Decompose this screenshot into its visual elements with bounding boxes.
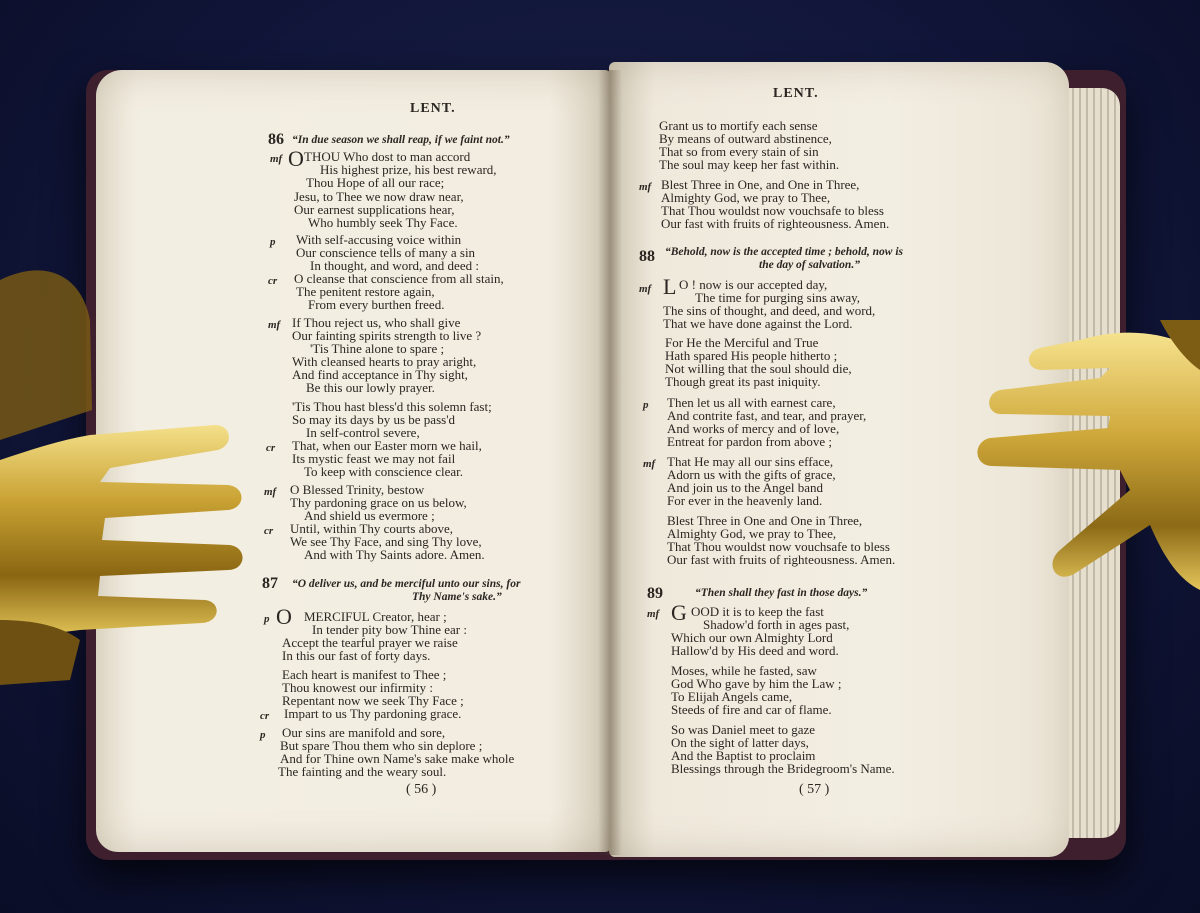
hymn-line: So was Daniel meet to gaze bbox=[671, 722, 816, 737]
hymn-line: And the Baptist to proclaim bbox=[671, 748, 816, 763]
hymn-line: His highest prize, his best reward, bbox=[320, 162, 497, 177]
hymn-line: Almighty God, we pray to Thee, bbox=[667, 526, 837, 541]
hymn-line: Thy pardoning grace on us below, bbox=[290, 495, 467, 510]
hymn-line: Thou Hope of all our race; bbox=[306, 175, 445, 190]
hymn-line: The fainting and the weary soul. bbox=[278, 764, 447, 779]
dynamics-mark: mf bbox=[264, 486, 277, 498]
hymn-line: If Thou reject us, who shall give bbox=[292, 315, 461, 330]
page-number: ( 57 ) bbox=[799, 782, 830, 797]
hymn-line: For He the Merciful and True bbox=[665, 335, 819, 350]
hymn-line: Our fast with fruits of righteousness. Amen. bbox=[667, 552, 896, 567]
hymn-line: Hath spared His people hitherto ; bbox=[665, 348, 838, 363]
hymn-line: That we have done against the Lord. bbox=[663, 316, 853, 331]
hymn-heading: “In due season we shall reap, if we faint not.” bbox=[292, 134, 510, 146]
dynamics-mark: p bbox=[264, 613, 270, 625]
hymn-line: And works of mercy and of love, bbox=[667, 421, 840, 436]
hymn-number: 89 bbox=[647, 585, 663, 602]
hymn-line: God Who gave by him the Law ; bbox=[671, 676, 842, 691]
hymn-line: Blest Three in One and One in Three, bbox=[667, 513, 863, 528]
hymn-line: So may its days by us be pass'd bbox=[292, 412, 456, 427]
dynamics-mark: p bbox=[260, 729, 266, 741]
left-brass-hand bbox=[0, 260, 250, 690]
hymn-line: And contrite fast, and tear, and prayer, bbox=[667, 408, 867, 423]
hymn-line: Adorn us with the gifts of grace, bbox=[667, 467, 836, 482]
hymn-line: Its mystic feast we may not fail bbox=[292, 451, 456, 466]
running-head: LENT. bbox=[410, 101, 456, 116]
hymn-line: In self-control severe, bbox=[306, 425, 420, 440]
hymn-line: That so from every stain of sin bbox=[659, 144, 819, 159]
hymn-heading: “Behold, now is the accepted time ; behold, now is bbox=[665, 246, 903, 258]
hymn-line: In this our fast of forty days. bbox=[282, 648, 431, 663]
hymn-line: OOD it is to keep the fast bbox=[691, 604, 824, 619]
hymn-line: MERCIFUL Creator, hear ; bbox=[304, 609, 447, 624]
hymn-line: The penitent restore again, bbox=[296, 284, 435, 299]
hymn-line: And join us to the Angel band bbox=[667, 480, 823, 495]
dynamics-mark: mf bbox=[268, 319, 281, 331]
hymn-line: Blessings through the Bridegroom's Name. bbox=[671, 761, 895, 776]
drop-cap: G bbox=[671, 600, 687, 625]
hymn-line: By means of outward abstinence, bbox=[659, 131, 832, 146]
hymn-line: Grant us to mortify each sense bbox=[659, 118, 818, 133]
hymn-line: Then let us all with earnest care, bbox=[667, 395, 836, 410]
running-head: LENT. bbox=[773, 86, 819, 101]
hymn-line: Our sins are manifold and sore, bbox=[282, 725, 446, 740]
dynamics-mark: cr bbox=[264, 525, 274, 537]
hymn-line: Accept the tearful prayer we raise bbox=[282, 635, 458, 650]
dynamics-mark: mf bbox=[647, 608, 660, 620]
hymn-line: Hallow'd by His deed and word. bbox=[671, 643, 839, 658]
hymn-line: Until, within Thy courts above, bbox=[290, 521, 453, 536]
hymn-line: Entreat for pardon from above ; bbox=[667, 434, 832, 449]
dynamics-mark: mf bbox=[643, 458, 656, 470]
hymn-line: And find acceptance in Thy sight, bbox=[292, 367, 468, 382]
hymn-line: Our fast with fruits of righteousness. Amen. bbox=[661, 216, 890, 231]
hymn-line: O cleanse that conscience from all stain, bbox=[294, 271, 504, 286]
hymn-line: We see Thy Face, and sing Thy love, bbox=[290, 534, 482, 549]
hymn-line: Jesu, to Thee we now draw near, bbox=[294, 189, 464, 204]
dynamics-mark: p bbox=[270, 236, 276, 248]
hymn-line: In thought, and word, and deed : bbox=[310, 258, 479, 273]
hymn-line: With cleansed hearts to pray aright, bbox=[292, 354, 477, 369]
hymn-line: The sins of thought, and deed, and word, bbox=[663, 303, 876, 318]
hymn-line: Though great its past iniquity. bbox=[665, 374, 821, 389]
hymn-line: For ever in the heavenly land. bbox=[667, 493, 823, 508]
hymn-line: That He may all our sins efface, bbox=[667, 454, 834, 469]
hymn-line: 'Tis Thou hast bless'd this solemn fast; bbox=[292, 399, 492, 414]
hymn-line: That Thou wouldst now vouchsafe to bless bbox=[661, 203, 884, 218]
hymn-line: To Elijah Angels came, bbox=[671, 689, 793, 704]
hymn-line: Our fainting spirits strength to live ? bbox=[292, 328, 482, 343]
hymn-line: But spare Thou them who sin deplore ; bbox=[280, 738, 483, 753]
hymn-line: 'Tis Thine alone to spare ; bbox=[310, 341, 445, 356]
hymn-number: 86 bbox=[268, 131, 284, 148]
hymn-line: Steeds of fire and car of flame. bbox=[671, 702, 832, 717]
hymn-line: Which our own Almighty Lord bbox=[671, 630, 833, 645]
hymn-line: Impart to us Thy pardoning grace. bbox=[284, 706, 462, 721]
right-brass-hand bbox=[960, 320, 1200, 640]
hymn-line: And for Thine own Name's sake make whole bbox=[280, 751, 515, 766]
hymn-number: 87 bbox=[262, 575, 278, 592]
hymn-heading: the day of salvation.” bbox=[759, 259, 860, 271]
dynamics-mark: cr bbox=[266, 442, 276, 454]
hymn-heading: “O deliver us, and be merciful unto our sins, for bbox=[292, 578, 521, 590]
hymn-heading: “Then shall they fast in those days.” bbox=[695, 587, 868, 599]
hymn-line: O ! now is our accepted day, bbox=[679, 277, 828, 292]
hymn-line: To keep with conscience clear. bbox=[304, 464, 463, 479]
dynamics-mark: p bbox=[643, 399, 649, 411]
dynamics-mark: mf bbox=[639, 283, 652, 295]
hymn-line: Blest Three in One, and One in Three, bbox=[661, 177, 860, 192]
hymn-line: Be this our lowly prayer. bbox=[306, 380, 435, 395]
hymn-line: THOU Who dost to man accord bbox=[304, 149, 471, 164]
hymn-line: With self-accusing voice within bbox=[296, 232, 462, 247]
hymn-heading: Thy Name's sake.” bbox=[412, 591, 502, 603]
hymn-line: Almighty God, we pray to Thee, bbox=[661, 190, 831, 205]
hymn-line: Not willing that the soul should die, bbox=[665, 361, 852, 376]
dynamics-mark: mf bbox=[270, 153, 283, 165]
hymn-line: Thou knowest our infirmity : bbox=[282, 680, 433, 695]
hymn-line: In tender pity bow Thine ear : bbox=[312, 622, 467, 637]
hymn-line: And with Thy Saints adore. Amen. bbox=[304, 547, 485, 562]
hymn-line: From every burthen freed. bbox=[308, 297, 445, 312]
hymn-line: Moses, while he fasted, saw bbox=[671, 663, 817, 678]
dynamics-mark: cr bbox=[268, 275, 278, 287]
hymn-line: And shield us evermore ; bbox=[304, 508, 435, 523]
hymn-line: On the sight of latter days, bbox=[671, 735, 809, 750]
hymn-line: Shadow'd forth in ages past, bbox=[703, 617, 850, 632]
page-number: ( 56 ) bbox=[406, 782, 437, 797]
hymn-line: The time for purging sins away, bbox=[695, 290, 860, 305]
hymn-line: That, when our Easter morn we hail, bbox=[292, 438, 482, 453]
drop-cap: O bbox=[276, 604, 292, 629]
hymn-line: Our conscience tells of many a sin bbox=[296, 245, 476, 260]
hymn-line: Repentant now we seek Thy Face ; bbox=[282, 693, 464, 708]
drop-cap: O bbox=[288, 146, 304, 171]
book-gutter bbox=[598, 70, 622, 855]
hymn-line: Each heart is manifest to Thee ; bbox=[282, 667, 447, 682]
hymn-line: The soul may keep her fast within. bbox=[659, 157, 840, 172]
hymn-line: Who humbly seek Thy Face. bbox=[308, 215, 458, 230]
hymn-line: O Blessed Trinity, bestow bbox=[290, 482, 425, 497]
dynamics-mark: mf bbox=[639, 181, 652, 193]
drop-cap: L bbox=[663, 274, 677, 299]
dynamics-mark: cr bbox=[260, 710, 270, 722]
hymn-number: 88 bbox=[639, 248, 655, 265]
hymn-line: That Thou wouldst now vouchsafe to bless bbox=[667, 539, 890, 554]
hymn-line: Our earnest supplications hear, bbox=[294, 202, 455, 217]
